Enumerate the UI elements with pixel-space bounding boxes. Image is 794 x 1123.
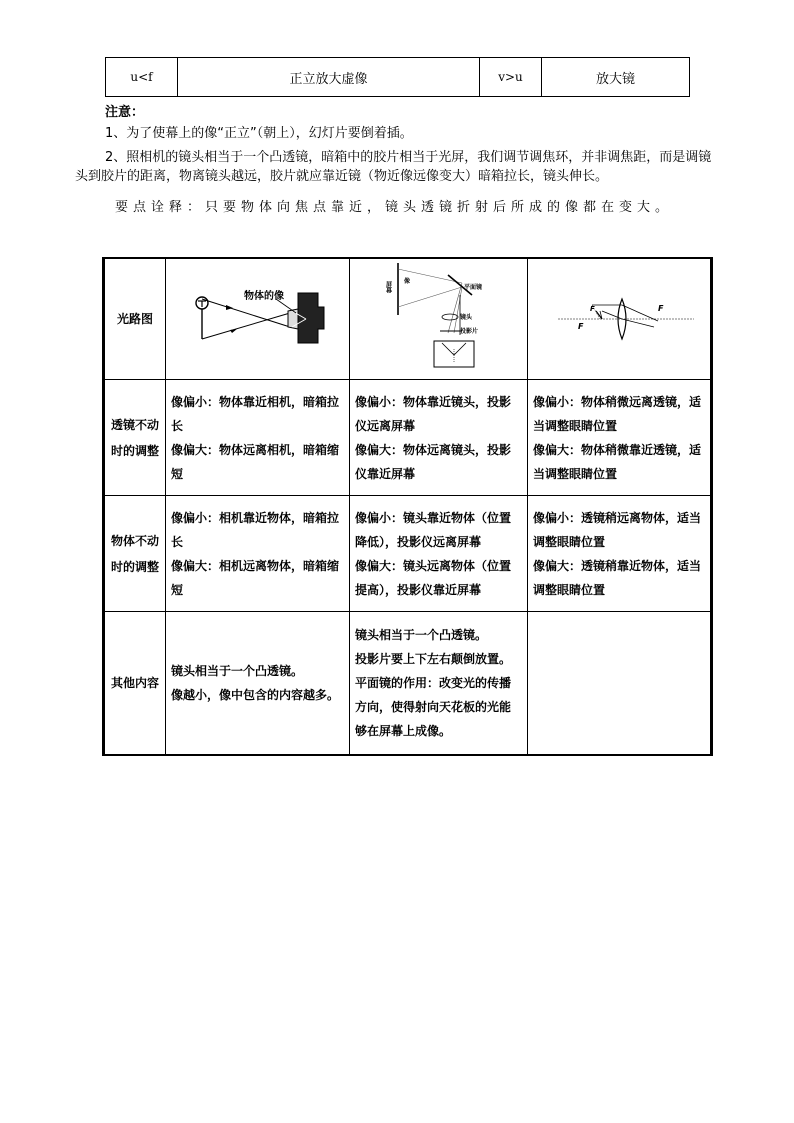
screen-label: 屏幕 [384,281,392,293]
projector-light-path-diagram [350,259,526,371]
adjust-larger-text: 像偏大：相机远离物体，暗箱缩短 [171,558,340,597]
notes-title: 注意： [105,105,145,120]
note-text: 投影片要上下左右颠倒放置。 [355,651,512,666]
cell-magnifier-lens-fixed [528,380,712,496]
magnifier-diagram-cell [528,258,712,380]
cell-magnifier-other [528,612,712,755]
comparison-table [102,257,713,756]
note-paragraph-2: 2、照相机的镜头相当于一个凸透镜，暗箱中的胶片相当于光屏，我们调节调焦环，并非调焦距，而是调镜头到胶片的距离，物离镜头越远，胶片就应靠近镜（物近像远像变大）暗箱拉长，镜头伸长。 [75,150,712,184]
note-text: 像越小，像中包含的内容越多。 [171,687,340,702]
note-text: 镜头相当于一个凸透镜。 [171,663,304,678]
adjust-larger-text: 像偏大：物体远离相机，暗箱缩短 [171,442,340,481]
cell-projector-object-fixed [350,496,528,612]
image-type-cell: 正立放大虚像 [178,58,480,97]
cell-magnifier-object-fixed [528,496,712,612]
row-header-lens-fixed: 透镜不动时的调整 [104,380,166,496]
adjust-smaller-text: 像偏小：相机靠近物体，暗箱拉长 [171,510,340,549]
note-text: 镜头相当于一个凸透镜。 [355,627,488,642]
cell-projector-lens-fixed [350,380,528,496]
camera-diagram-cell [166,258,350,380]
adjust-larger-text: 像偏大：物体稍微靠近透镜，适当调整眼睛位置 [533,442,702,481]
mirror-label: 平面镜 [464,284,483,291]
magnifier-light-path-diagram [528,259,708,371]
adjust-smaller-text: 像偏小：透镜稍远离物体，适当调整眼睛位置 [533,510,702,549]
application-cell: 放大镜 [542,58,690,97]
row-header-other: 其他内容 [104,612,166,755]
adjust-smaller-text: 像偏小：物体靠近相机，暗箱拉长 [171,394,340,433]
cell-projector-other [350,612,528,755]
row-header-light-path: 光路图 [104,258,166,380]
key-point-paragraph: 要点诠释：只要物体向焦点靠近，镜头透镜折射后所成的像都在变大。 [115,200,674,215]
camera-light-path-diagram [166,259,346,371]
projector-image-label: 像 [404,278,411,285]
slide-label: 投影片 [460,328,479,335]
top-summary-table [105,57,690,97]
adjust-smaller-text: 像偏小：物体稍微远离透镜，适当调整眼睛位置 [533,394,702,433]
note-paragraph-1: 1、为了使幕上的像“正立”（朝上），幻灯片要倒着插。 [105,126,413,141]
adjust-smaller-text: 像偏小：镜头靠近物体（位置降低），投影仪远离屏幕 [355,510,512,549]
focus-label-object: F [590,305,595,313]
note-text: 平面镜的作用：改变光的传播方向，使得射向天花板的光能够在屏幕上成像。 [355,675,512,738]
condition-cell: u<f [106,58,178,97]
cell-camera-other [166,612,350,755]
focus-label-left: F [578,322,584,331]
table-row [104,496,712,612]
table-row [104,380,712,496]
adjust-smaller-text: 像偏小：物体靠近镜头，投影仪远离屏幕 [355,394,512,433]
distance-cell: v>u [480,58,542,97]
row-header-object-fixed: 物体不动时的调整 [104,496,166,612]
cell-camera-object-fixed [166,496,350,612]
focus-label-right: F [658,304,664,313]
cell-camera-lens-fixed [166,380,350,496]
camera-image-label: 物体的像 [244,291,284,302]
adjust-larger-text: 像偏大：透镜稍靠近物体，适当调整眼睛位置 [533,558,702,597]
lens-label: 镜头 [460,314,473,321]
table-row [104,258,712,380]
table-row [104,612,712,755]
projector-diagram-cell [350,258,528,380]
adjust-larger-text: 像偏大：镜头远离物体（位置提高），投影仪靠近屏幕 [355,558,512,597]
adjust-larger-text: 像偏大：物体远离镜头，投影仪靠近屏幕 [355,442,512,481]
table-row [106,58,690,97]
